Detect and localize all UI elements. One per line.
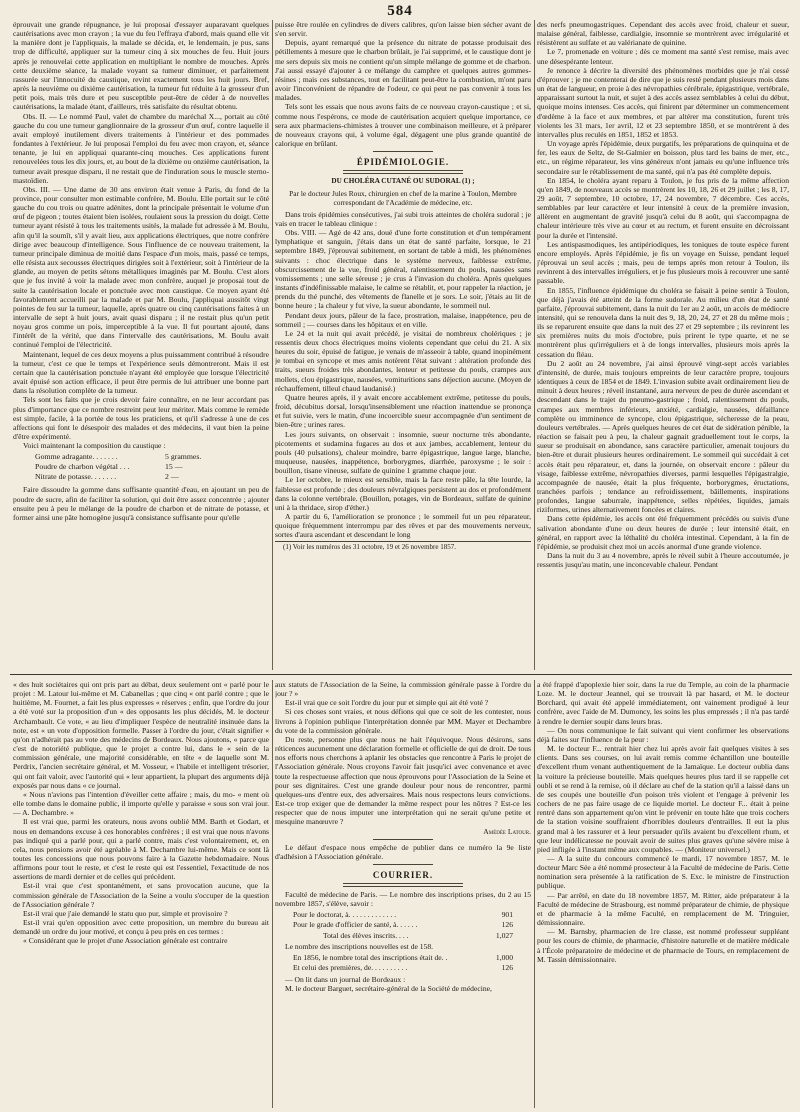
paragraph: Il est vrai que, parmi les orateurs, nous avons oublié MM. Barth et Godart, et nous en demandons excuse à ces honorables confrères ; il est vrai que nous n'avons pas indiqué qui a parlé pour, qui a parlé contre, mais c'est volontairement, et, en cela, nous pensions avoir été agréable à M. Dechambre lui-même. Mais ce sont là toutes les concessions que nous pouvons faire à la Gazette hebdomadaire. Nous affirmons pour tout le reste, et c'est le reste qui est l'essentiel, l'exactitude de nos assertions de mardi dernier et de celles qui précèdent.: [13, 817, 269, 882]
recipe-quantity: 5 grammes.: [165, 452, 202, 462]
separator: [373, 151, 433, 152]
table-row: [293, 963, 531, 973]
recipe-ingredient: Poudre de charbon végétal . . .: [35, 462, 130, 472]
paragraph: Le défaut d'espace nous empêche de publier dans ce numéro la 9e liste d'adhésion à l'Association générale.: [275, 842, 531, 861]
paragraph: — M. Barnsby, pharmacien de 1re classe, est nommé professeur suppléant pour les cours de chimie, de pharmacie, d'histoire naturelle et de matière médicale à l'École préparatoire de médecine et de pharmacie de Tours, en remplacement de M. Tassin démissionnaire.: [537, 927, 789, 964]
paragraph: « Nous n'avions pas l'intention d'éveiller cette affaire ; mais, du mo- « ment où elle tombe dans le domaine public, il importe qu'elle y paraisse « sous son vrai jour. — A. Dechambre. »: [13, 789, 269, 818]
paragraph: puisse être roulée en cylindres de divers calibres, qu'on laisse bien sécher avant de s'en servir.: [275, 20, 531, 39]
paragraph: Dans cette épidémie, les accès ont été fréquemment précédés ou suivis d'une salivation abondante d'une ou deux heures de durée ; leur intensité était, en général, en rapport avec la léthalité du choléra intestinal. Cependant, à la fin de l'épidémie, se produisit chez moi un accès anormal d'une grande violence.: [537, 514, 789, 551]
top-column-2: [275, 20, 531, 670]
paragraph: « Considérant que le projet d'une Association générale est contraire: [23, 936, 228, 946]
recipe-ingredient: Nitrate de potasse. . . . . . .: [35, 472, 117, 482]
paragraph: Du reste, personne plus que nous ne hait l'équivoque. Nous désirons, sans réticences aucunement une déclaration formelle et officielle de qui de droit. De tous nos efforts nous cherchons à aplanir les obstacles que rencontre à Paris le projet de l'Association générale. Nous croyons l'avoir fait jusqu'ici avec convenance et avec toute la respectueuse affection que nous éprouvons pour l'Association de la Seine et pour ses dignitaires. C'est une grande douleur pour nous de rencontrer, parmi quelques-uns d'entre eux, des adversaires. Mais nous respectons leurs convictions. Est-ce trop exiger que de demander la même respect pour les nôtres ? Est-ce les respecter que de nous imputer une interprétation qui ne serait qu'une petite et mesquine manœuvre ?: [275, 734, 531, 827]
row-label: Pour le grade d'officier de santé, à. . . . . .: [293, 920, 418, 930]
top-column-1: [13, 20, 269, 670]
paragraph: Voici maintenant la composition du caustique :: [23, 441, 166, 451]
inscriptions-table: [293, 910, 531, 940]
row-value: 126: [501, 962, 513, 972]
paragraph: A partir du 6, l'amélioration se prononce ; le sommeil fut un peu réparateur, quoique fréquemment interrompu par des rêves et par des mouvements nerveux, sortes d'aura ascendant et descendant le long: [275, 511, 531, 540]
paragraph: Les antispasmodiques, les antipériodiques, les toniques de toute espèce furent encore employés. Après l'épidémie, je fis un voyage en Suisse, pendant lequel j'éprouvai un seul accès ; mais, peu de temps après mon retour à Toulon, ils revinrent à des intervalles irréguliers, et je fus plusieurs mois à recouvrer une santé passable.: [537, 239, 789, 286]
paragraph: « des huit sociétaires qui ont pris part au débat, deux seulement ont « parlé pour le projet : M. Latour lui-même et M. Cabanellas ; que cinq « ont parlé contre ; que le huitième, M. Fournet, a fait les plus expresses « réserves ; enfin, que l'ordre du jour a été voté sur la proposition d'un « des opposants les plus décidés, M. le docteur Archambault. Ce vote, « au lieu d'impliquer l'espèce de neutralité insinuée dans la note, est « un vote d'opposition formelle. Passer à l'ordre du jour, c'était signifier « qu'on n'adhérait pas au vote des médecins de Bordeaux. Nous ajoutons, « parce que c'est de notoriété publique, que le projet a contre lui, dans le « sein de la commission générale, une majorité considérable, en tête « de laquelle sont M. Perdrix, l'ancien secrétaire général, et M. Vosseur, « l'habile et intelligent trésorier, qui ont fait valoir, avec l'autorité qui « leur appartient, la plupart des arguments déjà exposés par nous dans « ce journal.: [13, 680, 269, 790]
paragraph: Du 2 août au 24 novembre, j'ai ainsi éprouvé vingt-sept accès variables d'intensité, de durée, mais toujours empreints de leur caractère propre, toujours identiques à ceux de 1854 et de 1849. L'invasion subite avait ordinairement lieu de minuit à deux heures ; réveil instantané, aura nerveux de peu de durée ascendant et descendant dans le trajet du pneumo-gastrique ; froid, ralentissement du pouls, crampes aux membres inférieurs, anxiété, cardialgie, nausées, défaillance complète ou imminence de syncope, clou épigastrique, sécheresse de la peau, douleurs vertébrales. — Après quelques heures de cet état de sidération pénible, la réaction se faisait peu à peu, la chaleur gagnait graduellement tout le corps, la sueur se produisait en abondance, sans caractère particulier, amenait toujours du bien-être et durait plusieurs heures ordinairement. Le sommeil qui succédait à cet accès était peu réparateur, et, dans la journée, on observait encore : pâleur du visage, faiblesse extrême, névropathies diverses, parmi lesquelles l'épigastralgie, accompagnée de nausée, était la plus fréquente, borborygmes, éructations, tranchées parfois ; tendance au refroidissement, bâillements, inspirations profondes, langue saburrale, inappétence, selles répétées, liquides, jamais riziformes, urines alternativement foncées et claires.: [537, 358, 789, 515]
paragraph: — A la suite du concours commencé le mardi, 17 novembre 1857, M. le docteur Marc Sée a été nommé prosecteur à la Faculté de médecine de Paris. Cette nomination sera présentée à la ratification de S. Exc. le ministre de l'instruction publique.: [537, 853, 789, 891]
paragraph: M. le docteur F... rentrait hier chez lui après avoir fait quelques visites à ses clients. Dans ses courses, on lui avait remis comme échantillon une bouteille d'excellent rhum venant authentiquement de la Jamaïque. Le docteur oublia dans la voiture la précieuse bouteille. Mais quelques heures plus tard il se rappelle cet oubli et se rend à la remise, où il déclare au chef de la station qu'il a laissé dans un de ses coupés une bouteille d'un poison très violent et l'engage à prévenir les cochers de ne pas faire usage de ce liquide mortel. Le docteur F... était à peine rentré dans son appartement qu'on vint le prévenir en toute hâte que trois cochers de la station voisine souffraient d'horribles douleurs d'entrailles. Il eut la plus grand mal à les rassurer et à leur persuader qu'ils avaient bu d'excellent rhum, et que leur indélicatesse ne pouvait avoir de suites plus graves qu'une sévère mise à pied infligée à l'instant même aux coupables. — (Moniteur universel.): [537, 744, 789, 854]
paragraph: Est-il vrai que ce soit l'ordre du jour pur et simple qui ait été voté ?: [285, 698, 489, 708]
recipe-row: [35, 472, 269, 482]
row-label: Pour le doctorat, à. . . . . . . . . . . . .: [293, 910, 397, 920]
paragraph: Le 7, promenade en voiture ; dès ce moment ma santé s'est remise, mais avec une désespérante lenteur.: [537, 47, 789, 66]
paragraph: Est-il vrai qu'en opposition avec cette proposition, un membre du bureau ait demandé un ordre du jour motivé, et conçu à peu près en ces termes :: [13, 918, 269, 937]
paragraph: aux statuts de l'Association de la Seine, la commission générale passe à l'ordre du jour ? »: [275, 680, 531, 699]
row-label: Et celui des premières, de. . . . . . . . . .: [293, 962, 408, 972]
table-row: [293, 910, 531, 920]
paragraph: Dans trois épidémies consécutives, j'ai subi trois atteintes de choléra sudoral ; je vais en tracer le tableau clinique :: [275, 209, 531, 228]
paragraph: — Par arrêté, en date du 18 novembre 1857, M. Ritter, aide préparateur à la Faculté de médecine de Strasbourg, est nommé préparateur de chimie, de physique et de pharmacie à la même Faculté, en remplacement de M. Tringuier, démissionnaire.: [537, 890, 789, 928]
row-value: 1,027: [495, 930, 513, 940]
paragraph: Je renonce à décrire la diversité des phénomènes morbides que je n'ai cessé d'éprouver ; je me contenterai de dire que je suis resté pendant plusieurs mois dans un état de langueur, en proie à des névropathies cérébrale, épigastrique, vertébrale, apparaissant surtout la nuit, et sujet à des accès assez semblables à celui du début, quoique moins intenses. Ces accès, qui finirent par déterminer un commencement d'œdème à la face et aux membres, et par altérer ma constitution, furent très violents les 31 mars, 1er avril, 12 et 23 septembre 1850, et se montrèrent à des intervalles plus reculés en 1851, 1852 et 1853.: [537, 65, 789, 139]
table-row-total: [293, 930, 531, 941]
paragraph: Obs. III. — Une dame de 30 ans environ était venue à Paris, du fond de la province, pour consulter mon estimable confrère, M. Boulu. Elle portait sur le côté gauche du cou trois ou quatre adénites, dont la principale présentait le volume d'un œuf de pigeon ; toutes étaient bien isolées, roulaient sous la pression du doigt. Cette tumeur ayant résisté à tous les traitements usités, la malade fut adressée à M. Boulu, afin qu'il la soumît, s'il y avait lieu, aux applications électriques, que notre confrère dirige avec beaucoup d'intelligence. Sous l'influence de ce nouveau traitement, la tumeur principale diminua de moitié dans l'espace d'un mois, mais, passé ce temps, elle résista aux secousses électriques dirigées soit à l'extérieur, soit à l'intérieur de la glande, au moyen de petits sétons métalliques imaginés par M. Boulu. C'est alors que je fus invité à voir la malade avec mon confrère, auquel je proposai tout de suite la cautérisation locale et ponctuée avec mon caustique. Ce moyen ayant été favorablement accueilli par la malade et par M. Boulu, j'appliquai aussitôt vingt pointes de feu sur la tumeur, laquelle, après quatre ou cinq cautérisations faites à un intervalle de sept à huit jours, avait quasi disparu ; il ne restait plus qu'un petit noyau gros comme un pois, imperceptible à la vue. Il fut pourtant ajouté, dans l'intérêt de la vérité, que dans l'intervalle des cautérisations, M. Boulu avait continué l'emploi de l'électricité.: [13, 184, 269, 350]
paragraph: Est-il vrai que c'est spontanément, et sans provocation aucune, que la commission générale de l'Association de la Seine a voulu s'occuper de la question de l'Association générale ?: [13, 881, 269, 909]
recipe-row: [35, 452, 269, 462]
paragraph: Tels sont les faits que je crois devoir faire connaître, en ne leur accordant pas plus d'importance que ce nombre restreint peut leur mériter. Mais comme le remède est simple, facile, à la portée de tous les praticiens, et qu'il s'adresse à une de ces affections qui font le désespoir des malades et des médecins, il vaut bien la peine d'être expérimenté.: [13, 395, 269, 442]
paragraph: Obs. II. — Le nommé Paul, valet de chambre du maréchal X..., portait au côté gauche du cou une tumeur ganglionnaire de la grosseur d'un œuf, contre laquelle il avait employé inutilement divers traitements à l'intérieur et des pommades fondantes à l'extérieur. Je lui proposai l'emploi du feu avec mon crayon, et, séance tenante, je lui en appliquai quarante-cinq mouches. Ces applications furent renouvelées tous les dix jours, et, au bout de la dixième ou onzième cautérisation, la tumeur avait presque disparu, il ne restait que de l'induration sous le muscle sterno-mastoïdien.: [13, 111, 269, 185]
paragraph: Faculté de médecine de Paris. — Le nombre des inscriptions prises, du 2 au 15 novembre 1857, s'élève, savoir :: [275, 890, 531, 909]
paragraph: Est-il vrai que j'aie demandé le statu quo pur, simple et provisoire ?: [23, 908, 228, 918]
footnote: (1) Voir les numéros des 31 octobre, 19 et 26 novembre 1857.: [275, 541, 531, 552]
caustic-recipe: [35, 452, 269, 482]
paragraph: Obs. VIII. — Agé de 42 ans, doué d'une forte constitution et d'un tempérament lymphatique et sanguin, j'étais dans un état de santé parfaite, lorsque, le 21 septembre 1849, j'éprouvai subitement, en sortant de table à midi, les phénomènes suivants : choc électrique dans le système nerveux, faiblesse extrême, obscurcissement de la vue, froid général, ralentissement du pouls, nausées sans vomissements ; une selle séreuse ; je crus à l'invasion du choléra. Après quelques instants d'indéfinissable malaise, le calme se rétablit, et, pour rappeler la réaction, je prends du thé punché, des vêtements de flanelle et je sors. Le soir, j'étais au lit de bonne heure ; la chaleur y fut vive, la sueur abondante, le sommeil nul.: [275, 228, 531, 311]
signature: Amédée Latour.: [483, 826, 531, 836]
paragraph: — On nous communique le fait suivant qui vient confirmer les observations déjà faites sur l'influence de la peur :: [537, 725, 789, 744]
paragraph: M. le docteur Barguet, secrétaire-général de la Société de médecine,: [285, 983, 492, 993]
paragraph: des nerfs pneumogastriques. Cependant des accès avec froid, chaleur et sueur, malaise général, faiblesse, cardialgie, insomnie se montrèrent avec irrégularité et résistèrent au sulfate et au valérianate de quinine.: [537, 20, 789, 48]
paragraph: Pendant deux jours, pâleur de la face, prostration, malaise, inappétence, peu de sommeil ; — courses dans les hôpitaux et en ville.: [275, 310, 531, 329]
paragraph: Depuis, ayant remarqué que la présence du nitrate de potasse produisait des pétillements à mesure que le charbon brûlait, je l'ai supprimé, et le caustique dont je me sers depuis six mois ne contient qu'un simple mélange de gomme et de charbon. J'ai aussi essayé d'ajouter à ce mélange du camphre et quelques autres gommes-résines ; mais ces substances, tout en facilitant peut-être la combustion, m'ont paru avoir l'inconvénient de répandre de l'odeur, ce qui peut ne pas convenir à tous les malades.: [275, 38, 531, 103]
separator: [373, 864, 433, 865]
recipe-quantity: 15 —: [165, 462, 183, 472]
section-title: COURRIER.: [372, 869, 434, 880]
bottom-column-3: [537, 680, 789, 1108]
paragraph: Si ces choses sont vraies, et nous défions qui que ce soit de les contester, nous livrons à l'opinion publique l'interprétation donnée par MM. Mayer et Dechambre du vote de la commission générale.: [275, 707, 531, 735]
top-column-3: [537, 20, 789, 670]
page-number: 584: [387, 3, 413, 19]
column-divider: [272, 680, 273, 1108]
paragraph: Les jours suivants, on observait : insomnie, sueur nocturne très abondante, picotements et sudamina fugaces au dos et aux jambes, accablement, lenteur du pouls (40 pulsations), chaleur moindre, barre épigastrique, langue large, blanche, muqueuse, nausées, inappétence, borborygmes, diarrhée, paroxysme ; le soir : bouillon, tisane vineuse, sulfate de quinine 1 gramme chaque jour.: [275, 429, 531, 476]
paragraph: Faire dissoudre la gomme dans suffisante quantité d'eau, en ajoutant un peu de poudre de sucre, afin de faciliter la solution, qui doit être assez concentrée ; ajouter ensuite peu à peu le mélange de la poudre de charbon et de nitrate de potasse, et former ainsi une pâte homogène jusqu'à consistance suffisante pour qu'elle: [13, 485, 269, 522]
paragraph: Le 24 et la nuit qui avait précédé, je visitai de nombreux cholériques ; je ressentis deux chocs électriques moins violents cependant que celui du 21. A six heures du soir, épuisé de fatigue, je venais de m'asseoir à table, quand inopinément je tombai en syncope et mes amis notèrent l'état suivant : altération profonde des traits, sueurs froides très abondantes, lenteur et petitesse du pouls, crampes aux mollets, clou épigastrique, nausées, vomituritions sans déjection aucune. (Moyen de réchauffement, tilleul chaud laudanisé.): [275, 328, 531, 393]
paragraph: En 1855, l'influence épidémique du choléra se faisait à peine sentir à Toulon, que déjà j'avais été atteint de la forme sudorale. Au milieu d'un état de santé parfaite, j'éprouvai subitement, dans la nuit du 1er au 2 août, un accès de médiocre intensité, qui se renouvela dans la nuit des 9, 18, 20, 24, 27 et 28 du même mois ; ils se reparurent ensuite que dans la nuit des 27 et 29 septembre ; ils revinrent les six premières nuits du mois d'octobre, puis prirent le type quarte, et ne se montrèrent plus qu'irréguliers et à de longs intervalles, plusieurs mois après la cessation du fléau.: [537, 285, 789, 359]
paragraph: éprouvait une grande répugnance, je lui proposai d'essayer auparavant quelques cautérisations avec mon crayon ; la vue du feu l'effraya d'abord, mais quand elle vit la manière dont je l'appliquais, la malade se décida, et, le lendemain, je pus, sans trop de difficulté, appliquer sur la tumeur cinq à six mouches de feu. Huit jours après je renouvelai cette application en multipliant le nombre de mouches. Après cette deuxième séance, la malade voyant sa tumeur diminuer, et parfaitement rassurée sur l'innocuité du caustique, revint exactement tous les huit jours. Bref, après la neuvième ou dixième cautérisation, la tumeur fut réduite à la grosseur d'un petit pois, mais très dure et peu susceptible peut-être de céder à de nouvelles cautérisations, la malade étant, d'ailleurs, très satisfaite du résultat obtenu.: [13, 20, 269, 112]
row-label: En 1856, le nombre total des inscriptions était de. .: [293, 953, 448, 963]
row-value: 901: [501, 910, 513, 920]
horizontal-divider: [10, 674, 792, 675]
paragraph: — On lit dans un journal de Bordeaux :: [285, 974, 406, 984]
paragraph: a été frappé d'apoplexie hier soir, dans la rue du Temple, au coin de la pharmacie Loze. M. le docteur Jeannel, qui se trouvait là par hasard, et M. le docteur Borchard, qui avait été appelé immédiatement, ont vainement prodigué à leur confrère, avec l'aide de M. Dumoncy, les soins les plus empressés ; il n'a pas tardé à rendre le dernier soupir dans leurs bras.: [537, 680, 789, 726]
separator: [373, 839, 433, 840]
paragraph: Le nombre des inscriptions nouvelles est de 158.: [285, 942, 434, 952]
paragraph: Un voyage après l'épidémie, deux purgatifs, les préparations de quinquina et de fer, les eaux de Seltz, de St-Galmier en boisson, plus tard les bains de mer, etc., etc., un régime réparateur, les vins généreux n'ont jamais eu qu'une influence très secondaire sur le rétablissement de ma santé, qui n'a pas été complète depuis.: [537, 139, 789, 176]
recipe-quantity: 2 —: [165, 472, 179, 482]
paragraph: Tels sont les essais que nous avons faits de ce nouveau crayon-caustique ; et si, comme nous l'espérons, ce mode de cautérisation acquiert quelque importance, ce sera aux pharmaciens-chimistes à trouver une combinaison meilleure, et à préparer de nouveaux crayons qui, à volume égal, dégagent une plus grande quantité de calorique en brûlant.: [275, 102, 531, 149]
article-byline: Par le docteur Jules Roux, chirurgien en chef de la marine à Toulon, Membre correspondant de l'Académie de médecine, etc.: [289, 188, 517, 207]
paragraph: Dans la nuit du 3 au 4 novembre, après le réveil subit à l'heure accoutumée, je ressentis jusqu'au matin, une inconcevable chaleur. Pendant: [537, 551, 789, 570]
paragraph: Maintenant, lequel de ces deux moyens a plus puissamment contribué à résoudre la tumeur, c'est ce que le temps et l'expérience seuls démontreront. Mais il est certain que la cautérisation ponctuée n'ayant été employée que lorsque l'électricité avait épuisé son action efficace, il peut être permis de lui attribuer une bonne part dans la résolution complète de la tumeur.: [13, 349, 269, 396]
column-divider: [534, 20, 535, 670]
inscriptions-1856-table: [293, 953, 531, 972]
paragraph: Le 1er octobre, le mieux est sensible, mais la face reste pâle, la tête lourde, la faiblesse est profonde ; des douleurs névralgiques persistent au dos et profondément dans la colonne vertébrale. (Bouillon, potages, vin de Bordeaux, sulfate de quinine uni à la thridace, sirop d'éther.): [275, 475, 531, 512]
separator: [343, 883, 463, 887]
table-row: [293, 920, 531, 930]
row-value: 126: [501, 920, 513, 930]
row-label: Total des élèves inscrits. . . .: [323, 930, 409, 940]
bottom-column-1: [13, 680, 269, 1108]
table-row: [293, 953, 531, 963]
column-divider: [534, 680, 535, 1108]
row-value: 1,000: [495, 953, 513, 963]
separator: [343, 170, 463, 174]
column-divider: [272, 20, 273, 670]
recipe-row: [35, 462, 269, 472]
paragraph: Quatre heures après, il y avait encore accablement extrême, petitesse du pouls, froid, décubitus dorsal, lorsqu'insensiblement une réaction inattendue se prononça et fut suivie, vers le matin, d'une incoercible sueur accompagnée d'un sentiment de bien-être ; urines rares.: [275, 392, 531, 430]
bottom-column-2: [275, 680, 531, 1108]
section-title: ÉPIDÉMIOLOGIE.: [356, 157, 450, 168]
article-title: DU CHOLÉRA CUTANÉ OU SUDORAL (1) ;: [331, 177, 475, 186]
paragraph: En 1854, le choléra ayant reparu à Toulon, je fus pris de la même affection qu'en 1849, de nouveaux accès se montrèrent les 10, 18, 26 et 29 juillet ; les 8, 17, 29 août, 7 septembre, 10 octobre, 17, 24 novembre, 7 décembre. Ces accès, semblables par leur caractère et leur intensité à ceux de la première invasion, allèrent en augmentant de gravité jusqu'à celui du 8 août, qui s'accompagna de chaleur intérieure très vive au cœur et au rectum, et furent ensuite en décroissant pour la durée et l'intensité.: [537, 175, 789, 240]
recipe-ingredient: Gomme adragante. . . . . . .: [35, 452, 118, 462]
